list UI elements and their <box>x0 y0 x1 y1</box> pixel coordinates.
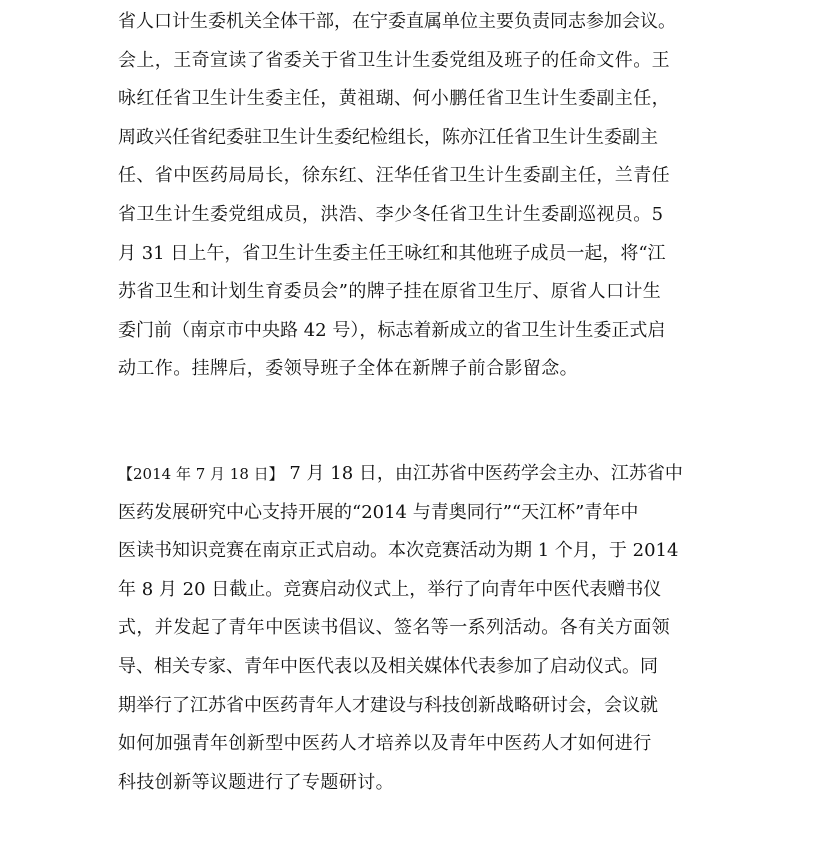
text-line: 式，并发起了青年中医读书倡议、签名等一系列活动。各有关方面领 <box>118 617 670 639</box>
text-line: 会上，王奇宣读了省委关于省卫生计生委党组及班子的任命文件。王 <box>118 49 670 71</box>
text-line: 省人口计生委机关全体干部，在宁委直属单位主要负责同志参加会议。 <box>118 11 676 32</box>
text-line: 如何加强青年创新型中医药人才培养以及青年中医药人才如何进行 <box>118 733 652 755</box>
text-line: 苏省卫生和计划生育委员会”的牌子挂在原省卫生厅、原省人口计生 <box>118 281 662 303</box>
text-line: 任、省中医药局局长，徐东红、汪华任省卫生计生委副主任，兰青任 <box>118 165 670 187</box>
text-line: 期举行了江苏省中医药青年人才建设与科技创新战略研讨会，会议就 <box>118 694 658 716</box>
text-line: 年 8 月 20 日截止。竞赛启动仪式上，举行了向青年中医代表赠书仪 <box>118 578 662 600</box>
text-line: 科技创新等议题进行了专题研讨。 <box>118 771 394 793</box>
text-line: 省卫生计生委党组成员，洪浩、李少冬任省卫生计生委副巡视员。5 <box>118 203 664 225</box>
text-line: 导、相关专家、青年中医代表以及相关媒体代表参加了启动仪式。同 <box>118 655 658 677</box>
text-line: 医读书知识竞赛在南京正式启动。本次竞赛活动为期 1 个月，于 2014 <box>118 540 679 562</box>
text-line: 医药发展研究中心支持开展的“2014 与青奥同行”“天江杯”青年中 <box>118 501 639 523</box>
text-line: 月 31 日上午，省卫生计生委主任王咏红和其他班子成员一起，将“江 <box>118 242 666 264</box>
text-line-rest: 7 月 18 日，由江苏省中医药学会主办、江苏省中 <box>283 463 683 484</box>
date-tag: 【2014 年 7 月 18 日】 <box>118 465 284 483</box>
paragraph-reading-contest <box>118 455 718 802</box>
text-line <box>118 455 718 494</box>
text-line: 咏红任省卫生计生委主任，黄祖瑚、何小鹏任省卫生计生委副主任， <box>118 88 670 110</box>
text-line: 周政兴任省纪委驻卫生计生委纪检组长，陈亦江任省卫生计生委副主 <box>118 126 658 148</box>
paragraph-appointment <box>118 3 718 389</box>
text-line: 委门前（南京市中央路 42 号），标志着新成立的省卫生计生委正式启 <box>118 319 666 341</box>
text-line: 动工作。挂牌后，委领导班子全体在新牌子前合影留念。 <box>118 358 578 380</box>
